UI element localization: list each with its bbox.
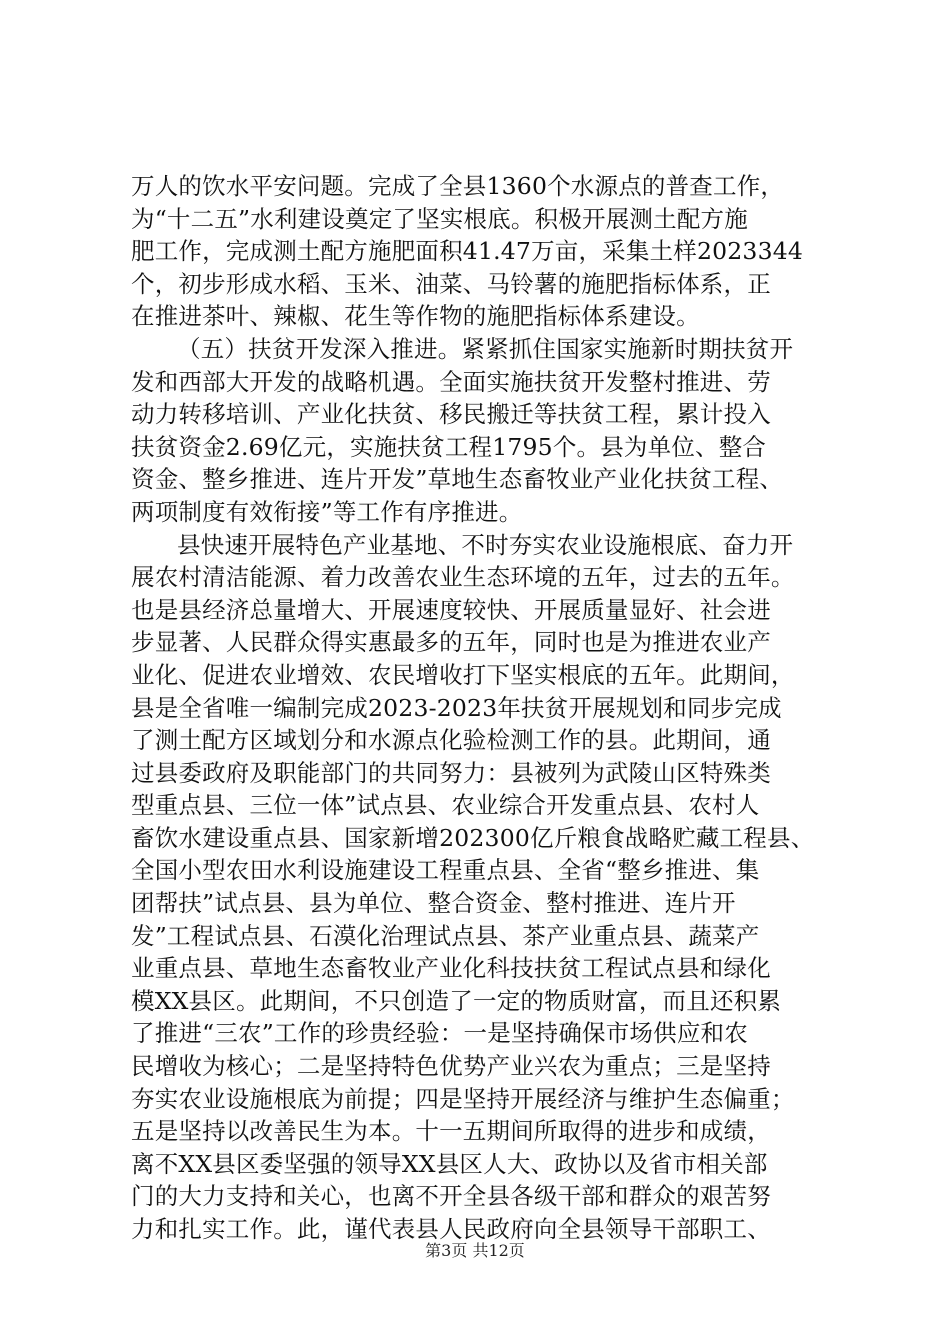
text-line: 五是坚持以改善民生为本。十一五期间所取得的进步和成绩， (131, 1117, 771, 1146)
text-line: 了测土配方区域划分和水源点化验检测工作的县。此期间，通 (131, 726, 771, 755)
text-line: 型重点县、三位一体”试点县、农业综合开发重点县、农村人 (131, 791, 760, 820)
text-line: 畜饮水建设重点县、国家新增202300亿斤粮食战略贮藏工程县、 (131, 823, 815, 852)
text-line: 过县委政府及职能部门的共同努力：县被列为武陵山区特殊类 (131, 758, 771, 787)
text-line: 万人的饮水平安问题。完成了全县1360个水源点的普查工作， (131, 172, 785, 200)
text-line: 展农村清洁能源、着力改善农业生态环境的五年，过去的五年。 (131, 563, 795, 592)
page-number: 第3页 共12页 (425, 1241, 525, 1260)
page-footer (0, 1241, 950, 1261)
text-line: 也是县经济总量增大、开展速度较快、开展质量显好、社会进 (131, 595, 771, 624)
text-line: 民增收为核心；二是坚持特色优势产业兴农为重点；三是坚持 (131, 1052, 771, 1081)
text-line: 发和西部大开发的战略机遇。全面实施扶贫开发整村推进、劳 (131, 367, 771, 396)
body-text (131, 170, 831, 1246)
text-line: 步显著、人民群众得实惠最多的五年，同时也是为推进农业产 (131, 628, 771, 657)
paragraph-start-line: （五）扶贫开发深入推进。紧紧抓住国家实施新时期扶贫开 (177, 334, 794, 363)
text-line: 在推进茶叶、辣椒、花生等作物的施肥指标体系建设。 (131, 302, 700, 331)
text-line: 门的大力支持和关心，也离不开全县各级干部和群众的艰苦努 (131, 1182, 771, 1211)
text-line: 团帮扶”试点县、县为单位、整合资金、整村推进、连片开 (131, 889, 736, 918)
text-line: 资金、整乡推进、连片开发”草地生态畜牧业产业化扶贫工程、 (131, 465, 784, 494)
text-line: 业重点县、草地生态畜牧业产业化科技扶贫工程试点县和绿化 (131, 954, 771, 983)
text-line: 扶贫资金2.69亿元，实施扶贫工程1795个。县为单位、整合 (131, 432, 767, 461)
text-line: 县是全省唯一编制完成2023-2023年扶贫开展规划和同步完成 (131, 693, 782, 722)
text-line: 两项制度有效衔接”等工作有序推进。 (131, 497, 523, 526)
text-line: 动力转移培训、产业化扶贫、移民搬迁等扶贫工程，累计投入 (131, 400, 771, 429)
text-line: 全国小型农田水利设施建设工程重点县、全省“整乡推进、集 (131, 856, 760, 885)
text-line: 业化、促进农业增效、农民增收打下坚实根底的五年。此期间， (131, 660, 795, 689)
text-line: 模XX县区。此期间，不只创造了一定的物质财富，而且还积累 (131, 986, 782, 1015)
text-line: 离不XX县区委坚强的领导XX县区人大、政协以及省市相关部 (131, 1149, 768, 1178)
text-line: 个，初步形成水稻、玉米、油菜、马铃薯的施肥指标体系，正 (131, 269, 771, 298)
text-line: 肥工作，完成测土配方施肥面积41.47万亩，采集土样2023344 (131, 237, 804, 266)
text-line: 为“十二五”水利建设奠定了坚实根底。积极开展测土配方施 (131, 204, 748, 233)
text-line: 夯实农业设施根底为前提；四是坚持开展经济与维护生态偏重； (131, 1084, 795, 1113)
text-line: 发”工程试点县、石漠化治理试点县、茶产业重点县、蔬菜产 (131, 921, 760, 950)
text-line: 力和扎实工作。此，谨代表县人民政府向全县领导干部职工、 (131, 1215, 771, 1243)
paragraph-start-line: 县快速开展特色产业基地、不时夯实农业设施根底、奋力开 (177, 530, 794, 559)
text-line: 了推进“三农”工作的珍贵经验：一是坚持确保市场供应和农 (131, 1019, 748, 1048)
